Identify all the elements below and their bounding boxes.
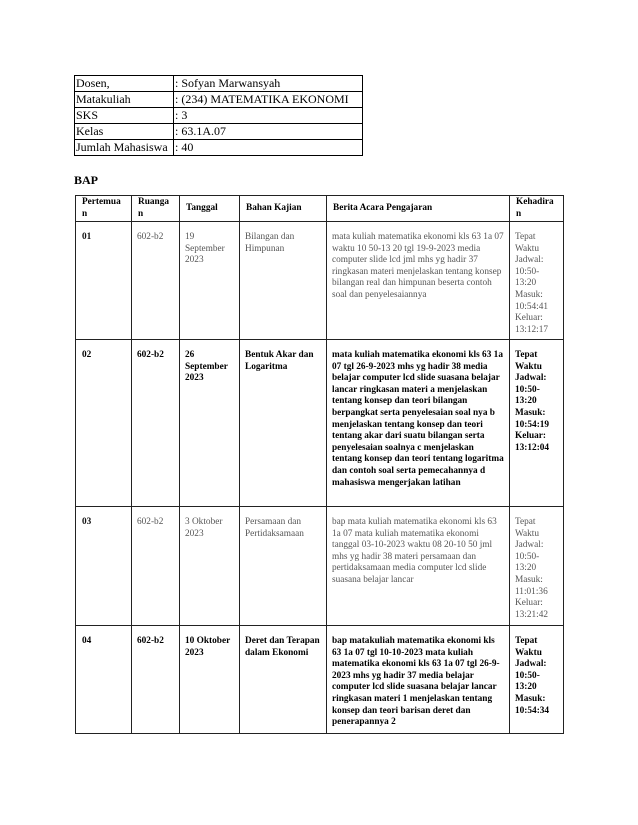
info-label: Kelas [75,124,174,140]
info-value: : 40 [174,140,363,156]
kehadiran-masuk-label: Masuk: [515,407,546,418]
kehadiran-masuk-value: 11:01:36 [515,586,548,597]
cell-berita-acara: mata kuliah matematika ekonomi kls 63 1a 07 tgl 26-9-2023 mhs yg hadir 38 media belajar computer lcd slide suasana belajar lancar ringkasan materi a menjelaskan tentang konsep dan teori bilangan berpangkat serta penyelesaian soal nya b menjelaskan tentang konsep dan teori tentang akar dari suatu bilangan serta penyelesaian soalnya c menjelaskan tentang konsep dan teori tentang logaritma dan contoh soal serta pemecahannya d mahasiswa mengerjakan latihan [327,340,510,507]
kehadiran-keluar-label: Keluar: [515,431,546,442]
info-label: SKS [75,108,174,124]
info-value: : (234) MATEMATIKA EKONOMI [174,92,363,108]
cell-bahan-kajian: Bilangan dan Himpunan [240,222,327,340]
cell-bahan-kajian: Bentuk Akar dan Logaritma [240,340,327,507]
info-row-jumlah-mahasiswa [75,140,363,156]
kehadiran-masuk-value: 10:54:41 [515,301,549,312]
info-value: : Sofyan Marwansyah [174,76,363,92]
kehadiran-jadwal-label: Jadwal: [515,255,544,266]
table-row [76,507,564,626]
cell-kehadiran [510,222,564,340]
cell-kehadiran [510,340,564,507]
header-berita-acara: Berita Acara Pengajaran [327,196,510,222]
bap-heading: BAP [74,173,98,187]
kehadiran-status: Tepat Waktu [515,636,542,658]
kehadiran-masuk-value: 10:54:19 [515,419,550,430]
cell-bahan-kajian: Persamaan dan Pertidaksamaan [240,507,327,626]
kehadiran-status: Tepat Waktu [515,517,540,539]
header-tanggal: Tanggal [180,196,240,222]
cell-tanggal: 10 Oktober 2023 [180,626,240,734]
bap-table [75,195,564,734]
cell-ruangan: 602-b2 [132,626,180,734]
kehadiran-jadwal-value: 10:50-13:20 [515,670,540,693]
header-kehadiran: Kehadiran [510,196,564,222]
kehadiran-keluar-value: 13:12:17 [515,324,549,335]
cell-kehadiran [510,507,564,626]
cell-pertemuan: 01 [76,222,132,340]
cell-tanggal: 19 September 2023 [180,222,240,340]
info-label: Jumlah Mahasiswa [75,140,174,156]
cell-pertemuan: 03 [76,507,132,626]
bap-header-row [76,196,564,222]
header-bahan-kajian: Bahan Kajian [240,196,327,222]
cell-berita-acara: mata kuliah matematika ekonomi kls 63 1a 07 waktu 10 50-13 20 tgl 19-9-2023 media computer slide lcd jml mhs yg hadir 37 ringkasan materi menjelaskan tentang konsep bilangan real dan himpunan beserta contoh soal dan penyelesaiannya [327,222,510,340]
kehadiran-keluar-value: 13:21:42 [515,609,549,620]
kehadiran-jadwal-label: Jadwal: [515,659,547,670]
cell-kehadiran [510,626,564,734]
kehadiran-jadwal-label: Jadwal: [515,540,544,551]
info-row-dosen [75,76,363,92]
cell-ruangan: 602-b2 [132,340,180,507]
table-row [76,340,564,507]
course-info-table [74,75,363,156]
cell-tanggal: 3 Oktober 2023 [180,507,240,626]
table-row [76,626,564,734]
kehadiran-masuk-label: Masuk: [515,289,543,300]
info-value: : 3 [174,108,363,124]
info-label: Matakuliah [75,92,174,108]
kehadiran-keluar-label: Keluar: [515,313,543,324]
kehadiran-masuk-label: Masuk: [515,574,543,585]
kehadiran-masuk-value: 10:54:34 [515,705,550,716]
cell-ruangan: 602-b2 [132,222,180,340]
kehadiran-masuk-label: Masuk: [515,693,546,704]
cell-ruangan: 602-b2 [132,507,180,626]
kehadiran-status: Tepat Waktu [515,350,542,372]
kehadiran-jadwal-label: Jadwal: [515,373,547,384]
cell-berita-acara: bap mata kuliah matematika ekonomi kls 63 1a 07 mata kuliah matematika ekonomi tanggal 03-10-2023 waktu 08 20-10 50 jml mhs yg hadir 38 materi persamaan dan pertidaksamaan media computer lcd slide suasana belajar lancar [327,507,510,626]
kehadiran-jadwal-value: 10:50-13:20 [515,266,540,289]
cell-berita-acara: bap matakuliah matematika ekonomi kls 63 1a 07 tgl 10-10-2023 mata kuliah matematika ekonomi kls 63 1a 07 tgl 26-9-2023 mhs yg hadir 37 media belajar computer lcd slide suasana belajar lancar ringkasan materi 1 menjelaskan tentang konsep dan teori barisan deret dan penerapannya 2 [327,626,510,734]
kehadiran-jadwal-value: 10:50-13:20 [515,551,540,574]
kehadiran-keluar-label: Keluar: [515,598,543,609]
cell-tanggal: 26 September 2023 [180,340,240,507]
table-row [76,222,564,340]
info-row-kelas [75,124,363,140]
info-row-matakuliah [75,92,363,108]
cell-pertemuan: 04 [76,626,132,734]
cell-bahan-kajian: Deret dan Terapan dalam Ekonomi [240,626,327,734]
header-ruangan: Ruangan [132,196,180,222]
info-label: Dosen, [75,76,174,92]
cell-pertemuan: 02 [76,340,132,507]
kehadiran-status: Tepat Waktu [515,232,540,254]
kehadiran-jadwal-value: 10:50-13:20 [515,384,540,407]
header-pertemuan: Pertemuan [76,196,132,222]
info-value: : 63.1A.07 [174,124,363,140]
info-row-sks [75,108,363,124]
kehadiran-keluar-value: 13:12:04 [515,442,550,453]
